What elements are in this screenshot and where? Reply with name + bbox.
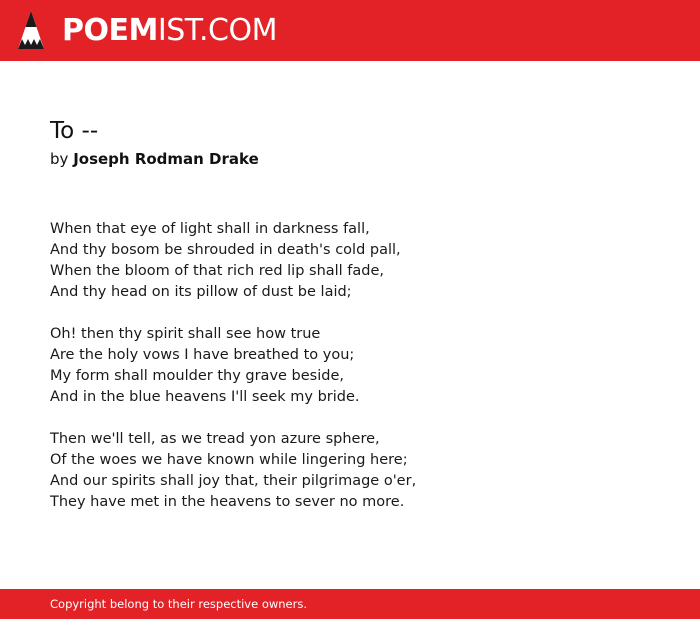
site-footer [0, 589, 700, 619]
poem-line: Of the woes we have known while lingering here; [50, 452, 408, 468]
poem-line: My form shall moulder thy grave beside, [50, 368, 344, 384]
pencil-tip-icon[interactable] [16, 9, 46, 53]
poem-author: Joseph Rodman Drake [73, 150, 259, 168]
poem-line: And our spirits shall joy that, their pilgrimage o'er, [50, 473, 417, 489]
copyright-text: Copyright belong to their respective owners. [50, 597, 308, 611]
poem-line: And thy bosom be shrouded in death's cold pall, [50, 242, 401, 258]
poem-line: When that eye of light shall in darkness fall, [50, 221, 370, 237]
site-header [0, 0, 700, 61]
poem-line: And in the blue heavens I'll seek my bride. [50, 389, 360, 405]
poem-line: When the bloom of that rich red lip shall fade, [50, 263, 385, 279]
by-prefix: by [50, 150, 69, 168]
brand-light: IST.COM [157, 13, 277, 48]
stanza [50, 324, 670, 408]
poem-line: They have met in the heavens to sever no more. [50, 494, 405, 510]
poem-line: Oh! then thy spirit shall see how true [50, 326, 321, 342]
poem-title: To -- [50, 118, 99, 144]
poem-byline [50, 149, 259, 169]
site-logo-text[interactable] [62, 12, 277, 50]
poem-line: Then we'll tell, as we tread yon azure sphere, [50, 431, 380, 447]
poem-line: And thy head on its pillow of dust be laid; [50, 284, 352, 300]
poem-line: Are the holy vows I have breathed to you; [50, 347, 355, 363]
stanza [50, 219, 670, 303]
brand-strong: POEM [62, 13, 158, 48]
stanza [50, 429, 670, 513]
poem-body [50, 219, 670, 534]
